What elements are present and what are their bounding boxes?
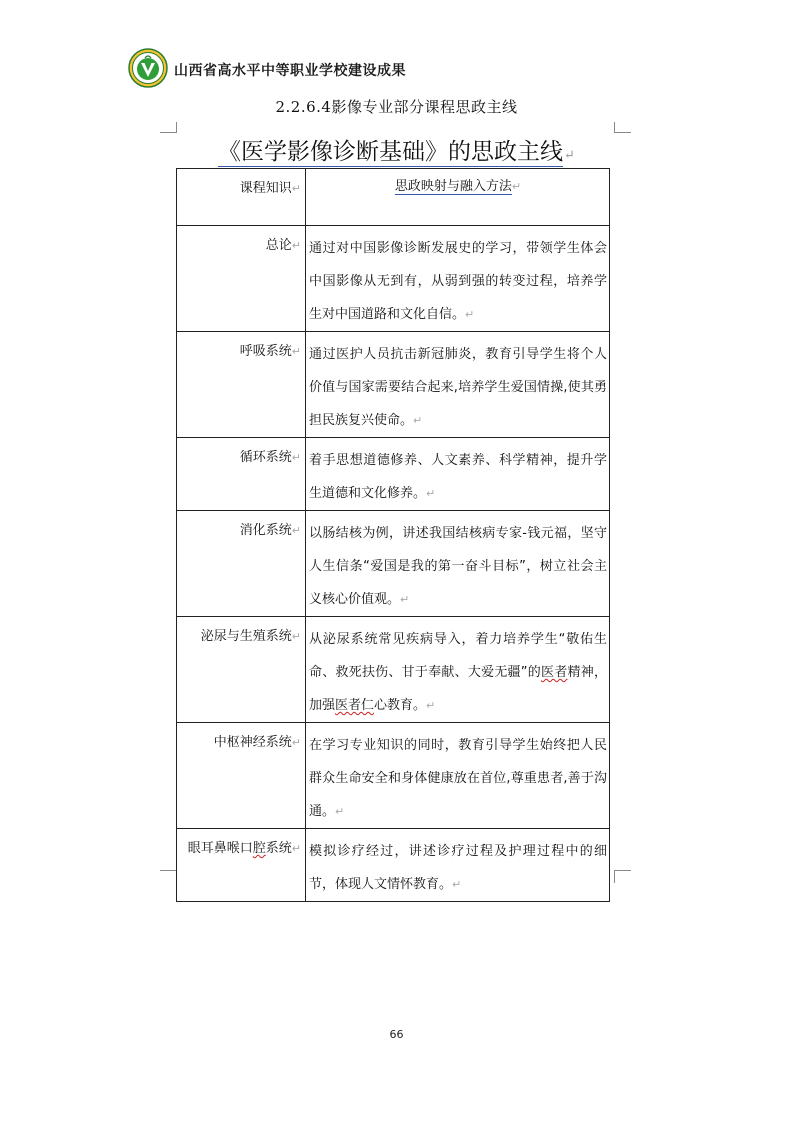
table-row	[177, 617, 610, 723]
spellcheck-flagged-text: 医者	[541, 665, 568, 680]
topic-text: 中枢神经系统	[213, 735, 292, 750]
section-heading: 2.2.6.4影像专业部分课程思政主线	[275, 98, 518, 116]
content-text: 通过对中国影像诊断发展史的学习，带领学生体会中国影像从无到有，从弱到强的转变过程，培养学生对中国道路和文化自信。	[309, 241, 607, 322]
topic-text: 眼耳鼻喉口	[187, 841, 253, 856]
document-title-text: 《医学影像诊断基础》的思政主线	[218, 139, 564, 165]
page-number: 66	[389, 1028, 404, 1041]
paragraph-mark-icon: ↵	[564, 148, 575, 163]
topic-text: 系统	[265, 841, 292, 856]
paragraph-mark-icon: ↵	[465, 308, 475, 321]
topic-cell	[177, 438, 306, 511]
page-corner-mark	[160, 870, 177, 883]
topic-cell	[177, 723, 306, 829]
table-header-row	[177, 169, 610, 226]
paragraph-mark-icon: ↵	[291, 736, 301, 749]
header-method-label: 思政映射与融入方法	[394, 179, 512, 194]
header-cell-knowledge	[177, 169, 306, 226]
header-knowledge-label: 课程知识	[239, 181, 292, 196]
content-cell	[306, 829, 610, 902]
paragraph-mark-icon: ↵	[291, 345, 301, 358]
table-row	[177, 332, 610, 438]
paragraph-mark-icon: ↵	[291, 524, 301, 537]
page-corner-mark	[614, 870, 631, 883]
content-text: 在学习专业知识的同时，教育引导学生始终把人民群众生命安全和身体健康放在首位,尊重患者,善于沟通。	[309, 738, 607, 819]
paragraph-mark-icon: ↵	[291, 842, 301, 855]
topic-text: 总论	[265, 238, 292, 253]
spellcheck-flagged-text: 腔	[252, 841, 266, 856]
content-cell	[306, 511, 610, 617]
topic-cell	[177, 226, 306, 332]
table-row	[177, 829, 610, 902]
table-row	[177, 226, 610, 332]
table-row	[177, 723, 610, 829]
topic-cell	[177, 617, 306, 723]
header-org-title: 山西省高水平中等职业学校建设成果	[174, 63, 406, 79]
content-text: 着手思想道德修养、人文素养、科学精神，提升学生道德和文化修养。	[309, 453, 607, 501]
paragraph-mark-icon: ↵	[413, 414, 423, 427]
paragraph-mark-icon: ↵	[291, 239, 301, 252]
topic-text: 泌尿与生殖系统	[200, 629, 292, 644]
content-text: 精神，加强	[309, 665, 607, 713]
content-cell	[306, 332, 610, 438]
topic-cell	[177, 332, 306, 438]
spellcheck-flagged-text: 医者仁	[335, 698, 375, 713]
paragraph-mark-icon: ↵	[400, 593, 410, 606]
content-text: 心教育。	[374, 698, 427, 713]
paragraph-mark-icon: ↵	[291, 182, 301, 195]
topic-text: 呼吸系统	[239, 344, 292, 359]
topic-text: 循环系统	[239, 450, 292, 465]
content-text: 通过医护人员抗击新冠肺炎，教育引导学生将个人价值与国家需要结合起来,培养学生爱国情操,使其勇担民族复兴使命。	[309, 347, 607, 428]
paragraph-mark-icon: ↵	[426, 699, 436, 712]
topic-text: 消化系统	[239, 523, 292, 538]
content-text: 从泌尿系统常见疾病导入，着力培养学生“敬佑生命、救死扶伤、甘于奉献、大爱无疆”的	[309, 632, 607, 680]
content-cell	[306, 723, 610, 829]
page-corner-mark	[160, 122, 177, 133]
curriculum-table	[176, 168, 610, 902]
header-cell-method	[306, 169, 610, 226]
topic-cell	[177, 511, 306, 617]
paragraph-mark-icon: ↵	[335, 805, 345, 818]
paragraph-mark-icon: ↵	[291, 451, 301, 464]
content-cell	[306, 226, 610, 332]
content-cell	[306, 438, 610, 511]
document-title	[0, 133, 793, 166]
content-text: 模拟诊疗经过，讲述诊疗过程及护理过程中的细节，体现人文情怀教育。	[309, 844, 607, 892]
table-row	[177, 511, 610, 617]
content-text: 以肠结核为例，讲述我国结核病专家-钱元福，坚守人生信条“爱国是我的第一奋斗目标”，树立社会主义核心价值观。	[309, 526, 607, 607]
school-logo	[128, 48, 168, 88]
topic-cell	[177, 829, 306, 902]
table-row	[177, 438, 610, 511]
paragraph-mark-icon: ↵	[291, 630, 301, 643]
content-cell	[306, 617, 610, 723]
paragraph-mark-icon: ↵	[426, 487, 436, 500]
paragraph-mark-icon: ↵	[511, 180, 522, 193]
page-corner-mark	[614, 122, 631, 133]
paragraph-mark-icon: ↵	[452, 878, 462, 891]
